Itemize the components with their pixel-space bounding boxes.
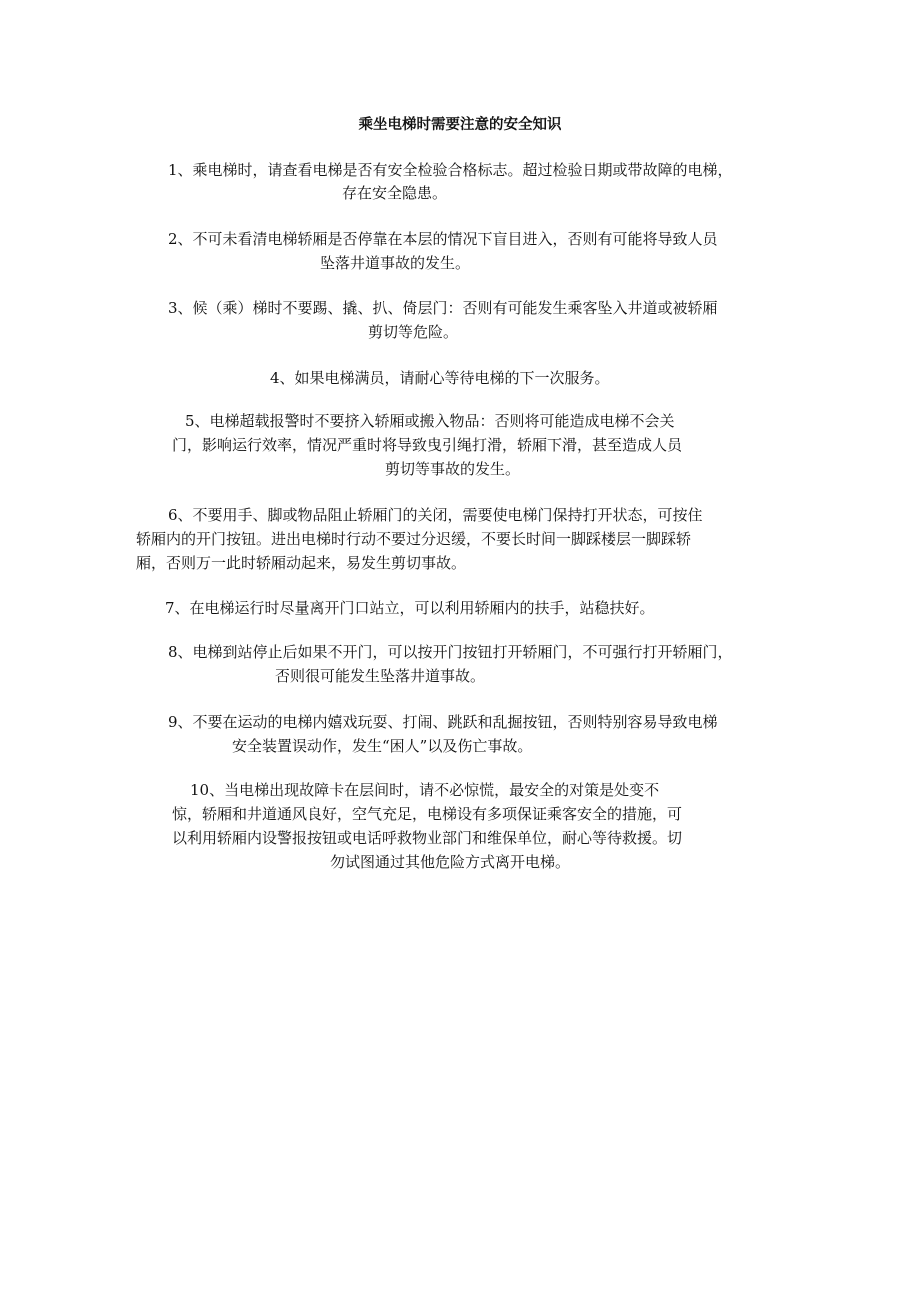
item-1-line-1: 1、乘电梯时，请查看电梯是否有安全检验合格标志。超过检验日期或带故障的电梯，: [168, 161, 733, 179]
item-10-line-2: 惊，轿厢和井道通风良好，空气充足，电梯设有多项保证乘客安全的措施，可: [172, 805, 683, 823]
item-3-line-2: 剪切等危险。: [368, 323, 459, 341]
item-5-line-1: 5、电梯超载报警时不要挤入轿厢或搬入物品：否则将可能造成电梯不会关: [185, 412, 675, 430]
item-6-line-2: 轿厢内的开门按钮。进出电梯时行动不要过分迟缓，不要长时间一脚踩楼层一脚踩轿: [136, 530, 692, 548]
item-6-line-3: 厢，否则万一此时轿厢动起来，易发生剪切事故。: [136, 554, 467, 572]
item-10-line-3: 以利用轿厢内设警报按钮或电话呼救物业部门和维保单位，耐心等待救援。切: [172, 829, 683, 847]
document-title: 乘坐电梯时需要注意的安全知识: [358, 116, 562, 133]
item-2-line-2: 坠落井道事故的发生。: [320, 254, 471, 272]
item-3-line-1: 3、候（乘）梯时不要踢、撬、扒、倚层门：否则有可能发生乘客坠入井道或被轿厢: [168, 299, 718, 317]
item-2-line-1: 2、不可未看清电梯轿厢是否停靠在本层的情况下盲目进入，否则有可能将导致人员: [168, 230, 718, 248]
item-6-line-1: 6、不要用手、脚或物品阻止轿厢门的关闭，需要使电梯门保持打开状态，可按住: [168, 506, 703, 524]
item-7-line-1: 7、在电梯运行时尽量离开门口站立，可以利用轿厢内的扶手，站稳扶好。: [165, 599, 655, 617]
item-9-line-1: 9、不要在运动的电梯内嬉戏玩耍、打闹、跳跃和乱掘按钮，否则特别容易导致电梯: [168, 713, 718, 731]
item-8-line-2: 否则很可能发生坠落井道事故。: [275, 667, 486, 685]
item-1-line-2: 存在安全隐患。: [342, 184, 448, 202]
item-8-line-1: 8、电梯到站停止后如果不开门，可以按开门按钮打开轿厢门，不可强行打开轿厢门，: [168, 643, 733, 661]
item-10-line-1: 10、当电梯出现故障卡在层间时，请不必惊慌，最安全的对策是处变不: [190, 781, 660, 799]
item-9-line-2: 安全装置误动作，发生“困人”以及伤亡事故。: [232, 737, 533, 755]
item-4-line-1: 4、如果电梯满员，请耐心等待电梯的下一次服务。: [270, 369, 610, 387]
item-5-line-2: 门，影响运行效率，情况严重时将导致曳引绳打滑，轿厢下滑，甚至造成人员: [172, 436, 683, 454]
item-10-line-4: 勿试图通过其他危险方式离开电梯。: [330, 853, 571, 871]
item-5-line-3: 剪切等事故的发生。: [385, 460, 521, 478]
